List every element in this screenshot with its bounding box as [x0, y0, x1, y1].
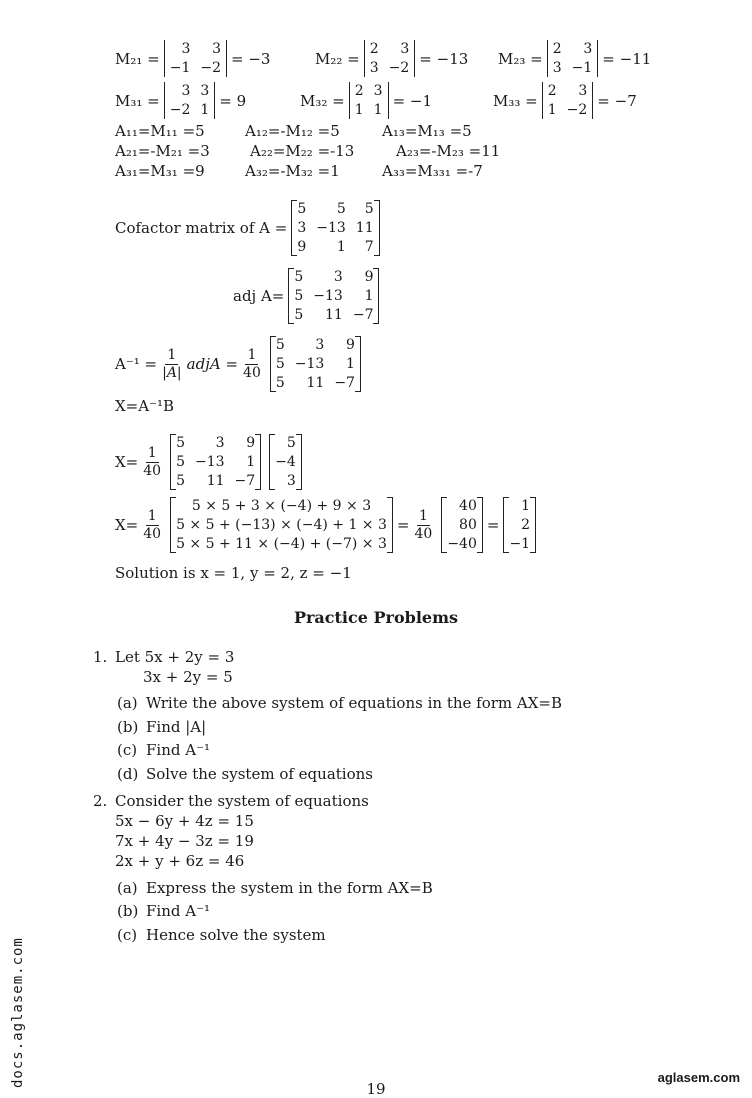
cofactor-a31: A₃₁=M₃₁ =9 — [115, 162, 205, 180]
matrix-cell: −13 — [313, 288, 343, 304]
cofactor-a22: A₂₂=M₂₂ =-13 — [250, 142, 355, 160]
matrix-cell: −2 — [169, 102, 191, 118]
page-number: 19 — [366, 1080, 386, 1098]
minor-m21-matrix — [164, 40, 227, 77]
matrix-cell: −7 — [234, 473, 256, 489]
x-product-matrix-a — [170, 434, 261, 490]
matrix-cell: 5 — [294, 269, 304, 285]
matrix-cell: −13 — [316, 220, 346, 236]
minor-row-1b — [315, 40, 468, 77]
matrix-cell: 1 — [521, 498, 531, 514]
matrix-cell: 1 — [246, 454, 256, 470]
matrix-cell: 9 — [346, 337, 355, 353]
problem-2-number: 2. — [93, 792, 108, 810]
minor-m32-result: = −1 — [392, 91, 433, 110]
minor-m32-label: M₃₂ = — [300, 91, 345, 110]
matrix-grid — [294, 268, 373, 324]
adjoint-matrix — [288, 268, 379, 324]
matrix-grid — [447, 497, 477, 553]
side-watermark — [10, 928, 30, 1088]
matrix-cell: 3 — [181, 83, 191, 99]
matrix-grid — [176, 434, 255, 490]
x-expand-eq-2: = — [486, 516, 500, 534]
matrix-cell: 11 — [206, 473, 225, 489]
matrix-cell: −2 — [388, 60, 410, 76]
matrix-cell: 9 — [297, 239, 307, 255]
matrix-grid — [297, 200, 373, 256]
matrix-cell: −13 — [195, 454, 225, 470]
x-expand-frac-den: 40 — [143, 525, 162, 542]
x-expand-frac-2-num: 1 — [418, 507, 428, 524]
matrix-cell: 11 — [325, 307, 343, 323]
matrix-grid — [170, 82, 210, 119]
matrix-cell: 3 — [373, 83, 383, 99]
matrix-cell: 3 — [400, 41, 410, 57]
x-expand-frac-2-den: 40 — [414, 525, 433, 542]
matrix-grid — [275, 434, 296, 490]
matrix-cell: −1 — [571, 60, 593, 76]
matrix-cell: 5 × 5 + 3 × (−4) + 9 × 3 — [191, 498, 372, 514]
matrix-cell: 1 — [354, 102, 364, 118]
inverse-frac-2-den: 40 — [243, 364, 261, 381]
inverse-frac-2 — [241, 347, 263, 382]
cofactor-a13: A₁₃=M₁₃ =5 — [382, 122, 472, 140]
matrix-grid — [276, 336, 355, 392]
x-product-vector-b — [269, 434, 302, 490]
matrix-cell: 3 — [286, 473, 296, 489]
matrix-cell: 5 — [176, 473, 185, 489]
matrix-cell: 2 — [521, 517, 531, 533]
matrix-cell: 9 — [364, 269, 374, 285]
practice-heading: Practice Problems — [293, 608, 459, 627]
matrix-cell: 5 — [176, 435, 185, 451]
problem-1-part-b-tag: (b) — [117, 718, 139, 736]
minor-m33-matrix — [542, 82, 594, 119]
x-expand-frac-num: 1 — [147, 507, 157, 524]
adjoint-label: adj A= — [233, 287, 285, 305]
problem-1-part-c-tag: (c) — [117, 741, 138, 759]
matrix-cell: 5 — [275, 337, 285, 353]
matrix-cell: 5 — [275, 375, 285, 391]
adjoint-row — [233, 268, 383, 324]
x-expand-row — [115, 497, 540, 553]
problem-1-number: 1. — [93, 648, 108, 666]
inverse-lhs: A⁻¹ = — [115, 355, 158, 373]
matrix-cell: 11 — [355, 220, 374, 236]
matrix-cell: 5 — [176, 454, 185, 470]
matrix-cell: 5 — [297, 201, 307, 217]
minor-row-1 — [115, 40, 270, 77]
matrix-cell: 2 — [547, 83, 557, 99]
minor-m22-label: M₂₂ = — [315, 49, 360, 68]
matrix-cell: 5 — [275, 356, 285, 372]
x-expand-frac — [141, 508, 163, 543]
x-expand-values — [441, 497, 483, 553]
matrix-cell: −40 — [447, 536, 477, 552]
solution-line: Solution is x = 1, y = 2, z = −1 — [115, 564, 352, 582]
matrix-grid — [170, 40, 221, 77]
problem-1-part-b-text: Find |A| — [146, 718, 207, 736]
cofactor-a11: A₁₁=M₁₁ =5 — [115, 122, 205, 140]
matrix-cell: 3 — [200, 83, 210, 99]
minor-m31-result: = 9 — [219, 91, 247, 110]
matrix-cell: 1 — [364, 288, 374, 304]
minor-row-2c — [493, 82, 637, 119]
x-product-frac-den: 40 — [143, 462, 162, 479]
matrix-cell: −1 — [509, 536, 531, 552]
problem-2-part-b-tag: (b) — [117, 902, 139, 920]
x-expand-eq: = — [396, 516, 410, 534]
matrix-cell: −7 — [334, 375, 355, 391]
matrix-cell: 3 — [212, 41, 222, 57]
problem-2-eq-2: 7x + 4y − 3z = 19 — [115, 832, 254, 850]
matrix-cell: 5 × 5 + 11 × (−4) + (−7) × 3 — [176, 536, 387, 552]
matrix-cell: 3 — [215, 435, 225, 451]
matrix-cell: −1 — [169, 60, 191, 76]
matrix-cell: 5 — [294, 307, 304, 323]
matrix-cell: 80 — [459, 517, 477, 533]
problem-2-intro: Consider the system of equations — [115, 792, 369, 810]
problem-1-part-c-text: Find A⁻¹ — [146, 741, 210, 759]
matrix-grid — [553, 40, 593, 77]
matrix-cell: 5 — [286, 435, 296, 451]
matrix-cell: 9 — [246, 435, 256, 451]
matrix-cell: 1 — [547, 102, 557, 118]
minor-m31-label: M₃₁ = — [115, 91, 160, 110]
cofactor-matrix-label: Cofactor matrix of A = — [115, 219, 288, 237]
x-product-frac — [141, 445, 163, 480]
matrix-cell: 3 — [369, 60, 379, 76]
x-expand-expressions — [170, 497, 393, 553]
x-expand-result — [503, 497, 536, 553]
matrix-cell: −2 — [200, 60, 222, 76]
minor-m21-result: = −3 — [231, 49, 271, 68]
matrix-cell: 5 × 5 + (−13) × (−4) + 1 × 3 — [176, 517, 387, 533]
minor-row-1c — [498, 40, 651, 77]
matrix-cell: 1 — [373, 102, 383, 118]
inverse-frac-1-num: 1 — [167, 346, 177, 363]
problem-1-part-a-tag: (a) — [117, 694, 138, 712]
matrix-cell: −2 — [566, 102, 588, 118]
matrix-cell: 5 — [364, 201, 374, 217]
matrix-cell: 2 — [369, 41, 379, 57]
problem-2-part-a-tag: (a) — [117, 879, 138, 897]
x-equation: X=A⁻¹B — [115, 397, 175, 415]
matrix-cell: −4 — [275, 454, 296, 470]
cofactor-matrix — [291, 200, 379, 256]
inverse-frac-2-num: 1 — [247, 346, 257, 363]
minor-m22-matrix — [364, 40, 416, 77]
minor-m21-label: M₂₁ = — [115, 49, 160, 68]
matrix-cell: 3 — [552, 60, 562, 76]
matrix-cell: 1 — [200, 102, 210, 118]
matrix-cell: −13 — [294, 356, 325, 372]
matrix-grid — [355, 82, 383, 119]
minor-m33-result: = −7 — [597, 91, 637, 110]
matrix-cell: 3 — [578, 83, 588, 99]
x-expand-frac-2 — [412, 508, 434, 543]
matrix-cell: 3 — [333, 269, 343, 285]
problem-2-eq-1: 5x − 6y + 4z = 15 — [115, 812, 254, 830]
inverse-row — [115, 336, 365, 392]
problem-2-part-a-text: Express the system in the form AX=B — [146, 879, 433, 897]
minor-m33-label: M₃₃ = — [493, 91, 538, 110]
minor-m23-result: = −11 — [602, 49, 652, 68]
side-watermark-text: docs.aglasem.com — [10, 937, 26, 1088]
problem-1-part-d-text: Solve the system of equations — [146, 765, 373, 783]
minor-row-2b — [300, 82, 432, 119]
inverse-mid: adjA = — [186, 355, 239, 373]
minor-m23-label: M₂₃ = — [498, 49, 543, 68]
inverse-frac-1-den: |A| — [162, 364, 182, 381]
matrix-grid — [370, 40, 410, 77]
matrix-cell: 3 — [297, 220, 307, 236]
matrix-grid — [548, 82, 588, 119]
problem-1-line: 3x + 2y = 5 — [143, 668, 233, 686]
problem-2-part-c-text: Hence solve the system — [146, 926, 326, 944]
matrix-cell: 1 — [346, 356, 355, 372]
cofactor-a32: A₃₂=-M₃₂ =1 — [245, 162, 340, 180]
cofactor-matrix-row — [115, 200, 384, 256]
x-expand-lhs: X= — [115, 516, 139, 534]
matrix-cell: 1 — [336, 239, 346, 255]
cofactor-a12: A₁₂=-M₁₂ =5 — [245, 122, 340, 140]
matrix-cell: 3 — [181, 41, 191, 57]
problem-1-intro: Let 5x + 2y = 3 — [115, 648, 235, 666]
cofactor-a33: A₃₃=M₃₃₁ =-7 — [382, 162, 483, 180]
matrix-cell: 40 — [459, 498, 477, 514]
x-product-row — [115, 434, 306, 490]
minor-row-2 — [115, 82, 246, 119]
matrix-cell: 7 — [364, 239, 374, 255]
matrix-grid — [509, 497, 530, 553]
matrix-cell: 3 — [315, 337, 325, 353]
problem-1-part-d-tag: (d) — [117, 765, 139, 783]
minor-m31-matrix — [164, 82, 216, 119]
minor-m22-result: = −13 — [419, 49, 469, 68]
matrix-cell: 5 — [336, 201, 346, 217]
minor-m23-matrix — [547, 40, 599, 77]
cofactor-a21: A₂₁=-M₂₁ =3 — [115, 142, 210, 160]
matrix-cell: 11 — [306, 375, 325, 391]
x-product-frac-num: 1 — [147, 444, 157, 461]
matrix-cell: 3 — [583, 41, 593, 57]
matrix-cell: 2 — [354, 83, 364, 99]
minor-m32-matrix — [349, 82, 389, 119]
problem-2-eq-3: 2x + y + 6z = 46 — [115, 852, 245, 870]
brand-footer: aglasem.com — [657, 1070, 740, 1085]
x-product-lhs: X= — [115, 453, 139, 471]
problem-2-part-b-text: Find A⁻¹ — [146, 902, 210, 920]
problem-2-part-c-tag: (c) — [117, 926, 138, 944]
problem-1-part-a-text: Write the above system of equations in the form AX=B — [146, 694, 563, 712]
matrix-cell: 2 — [552, 41, 562, 57]
matrix-grid — [176, 497, 387, 553]
cofactor-a23: A₂₃=-M₂₃ =11 — [396, 142, 501, 160]
inverse-matrix — [270, 336, 361, 392]
matrix-cell: −7 — [352, 307, 374, 323]
matrix-cell: 5 — [294, 288, 304, 304]
inverse-frac-1 — [160, 347, 184, 382]
